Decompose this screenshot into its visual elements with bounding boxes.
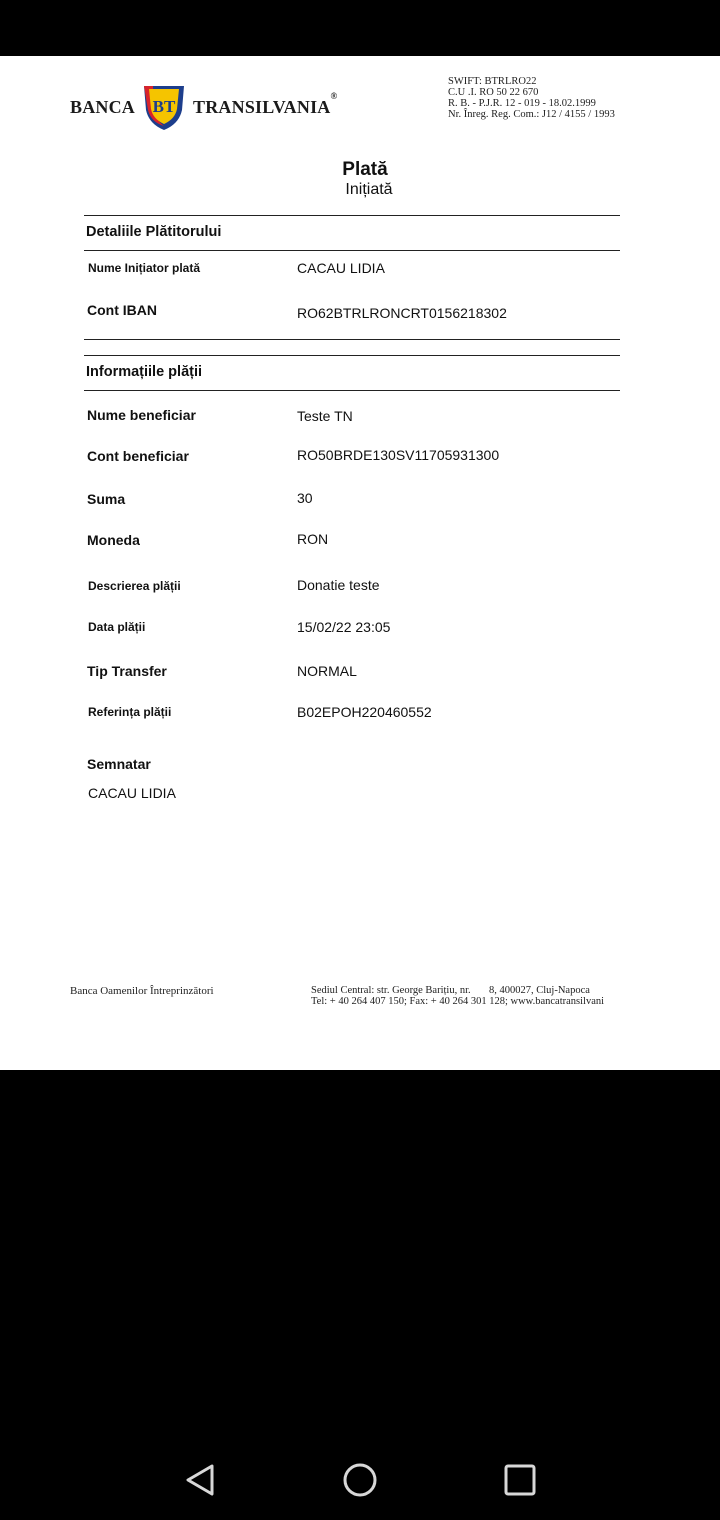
payment-section-title: Informațiile plății xyxy=(86,364,203,380)
swift-code: SWIFT: BTRLRO22 xyxy=(448,76,537,87)
payment-date-value: 15/02/22 23:05 xyxy=(297,619,391,635)
divider xyxy=(84,339,620,340)
transfer-type-value: NORMAL xyxy=(297,663,357,679)
logo-mark-text: BT xyxy=(152,97,176,116)
amount-value: 30 xyxy=(297,490,313,506)
divider xyxy=(84,355,620,356)
document-title: Plată xyxy=(342,159,388,180)
document-page xyxy=(0,56,720,1070)
document-status: Inițiată xyxy=(345,181,393,198)
payer-iban-label: Cont IBAN xyxy=(87,302,157,318)
footer-address-line2: Tel: + 40 264 407 150; Fax: + 40 264 301 128; www.bancatransilvani xyxy=(311,996,605,1007)
footer-address xyxy=(311,985,604,1007)
payment-reference-value: B02EPOH220460552 xyxy=(297,704,432,720)
currency-value: RON xyxy=(297,531,329,547)
logo-registered-mark: ® xyxy=(330,90,338,101)
system-navigation-bar xyxy=(0,1440,720,1520)
signer-name: CACAU LIDIA xyxy=(88,785,176,801)
reg-com: Nr. Înreg. Reg. Com.: J12 / 4155 / 1993 xyxy=(448,109,615,120)
logo-word-right-text: TRANSILVANIA xyxy=(193,96,331,117)
beneficiary-name-label: Nume beneficiar xyxy=(87,407,196,423)
payment-reference-label: Referința plății xyxy=(88,705,172,719)
cui: C.U .I. RO 50 22 670 xyxy=(448,87,539,98)
payer-section-title: Detaliile Plătitorului xyxy=(86,224,222,240)
back-triangle-icon[interactable] xyxy=(180,1460,220,1500)
amount-label: Suma xyxy=(87,491,126,507)
rb-pjr: R. B. - P.J.R. 12 - 019 - 18.02.1999 xyxy=(448,98,596,109)
footer-tagline: Banca Oamenilor Întreprinzători xyxy=(70,985,214,997)
description-label: Descrierea plății xyxy=(88,579,181,593)
footer-address-line1: Sediul Central: str. George Barițiu, nr. 8, 400027, Cluj-Napoca xyxy=(311,985,590,996)
divider xyxy=(84,250,620,251)
beneficiary-account-value: RO50BRDE130SV11705931300 xyxy=(297,447,500,463)
beneficiary-account-label: Cont beneficiar xyxy=(87,448,189,464)
recents-square-icon[interactable] xyxy=(500,1460,540,1500)
bank-registration-info xyxy=(448,76,615,120)
transfer-type-label: Tip Transfer xyxy=(87,663,167,679)
logo-word-right xyxy=(193,90,338,118)
signer-label: Semnatar xyxy=(87,756,151,772)
payer-initiator-label: Nume Inițiator plată xyxy=(88,261,201,275)
payer-initiator-value: CACAU LIDIA xyxy=(297,260,385,276)
logo-word-left: BANCA xyxy=(70,96,136,117)
divider xyxy=(84,215,620,216)
payer-iban-value: RO62BTRLRONCRT0156218302 xyxy=(297,305,507,321)
bt-logo xyxy=(70,80,337,134)
payment-date-label: Data plății xyxy=(88,620,146,634)
beneficiary-name-value: Teste TN xyxy=(297,408,353,424)
home-circle-icon[interactable] xyxy=(340,1460,380,1500)
currency-label: Moneda xyxy=(87,532,140,548)
divider xyxy=(84,390,620,391)
description-value: Donatie teste xyxy=(297,577,380,593)
bt-shield-icon xyxy=(141,82,187,132)
